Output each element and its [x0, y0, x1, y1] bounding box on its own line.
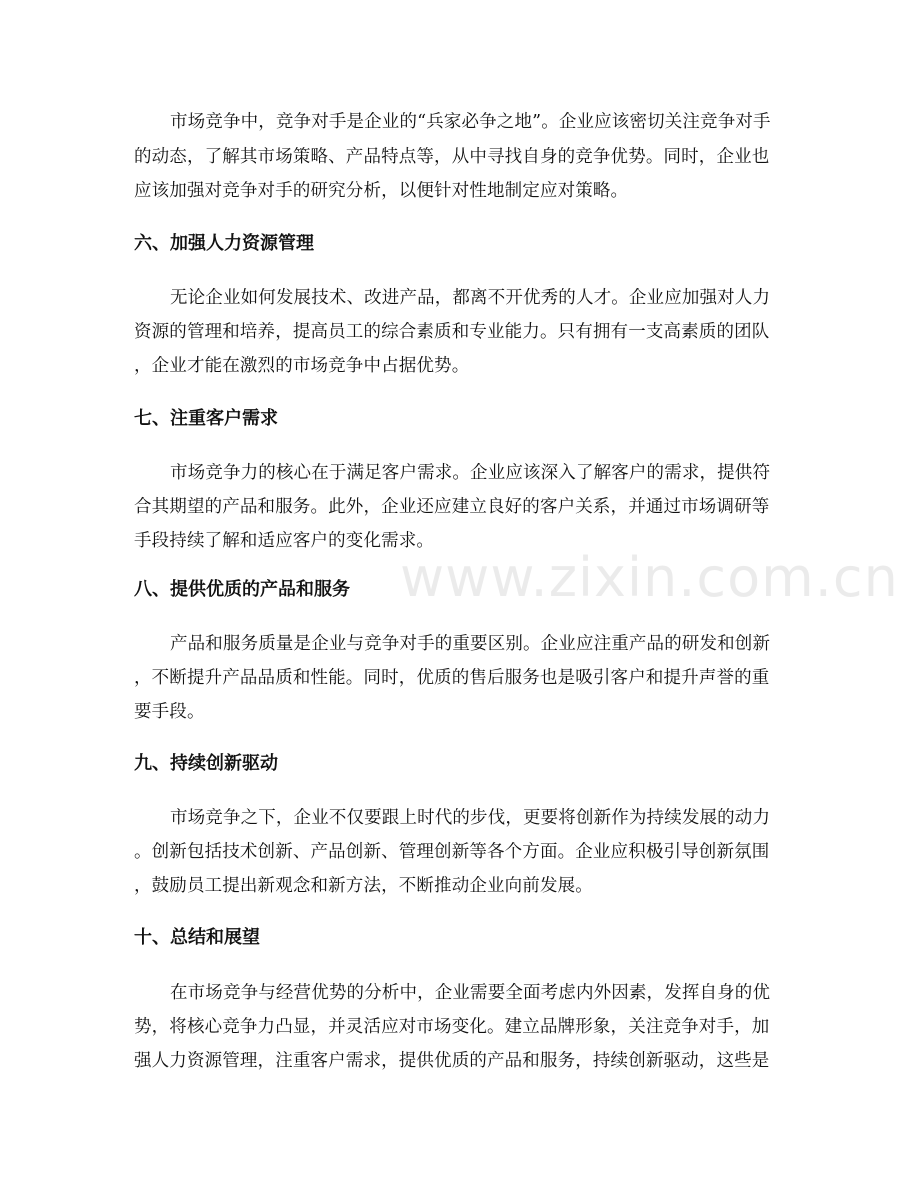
paragraph-line: 应该加强对竞争对手的研究分析，以便针对性地制定应对策略。 — [134, 181, 629, 201]
paragraph-line: 产品和服务质量是企业与竞争对手的重要区别。企业应注重产品的研发和创新 — [170, 634, 771, 654]
paragraph-line: 无论企业如何发展技术、改进产品，都离不开优秀的人才。企业应加强对人力 — [170, 288, 771, 308]
section-heading: 十、总结和展望 — [134, 927, 260, 948]
paragraph-line: 资源的管理和培养，提高员工的综合素质和专业能力。只有拥有一支高素质的团队 — [134, 322, 770, 342]
watermark: www.zixin.com.cn — [400, 546, 899, 609]
paragraph-line: 市场竞争之下，企业不仅要跟上时代的步伐，更要将创新作为持续发展的动力 — [170, 808, 771, 828]
section-heading: 六、加强人力资源管理 — [134, 233, 314, 254]
paragraph-line: 要手段。 — [134, 702, 205, 722]
section-heading: 八、提供优质的产品和服务 — [134, 579, 350, 600]
paragraph-line: 在市场竞争与经营优势的分析中，企业需要全面考虑内外因素，发挥自身的优 — [170, 983, 771, 1003]
paragraph-line: 市场竞争中，竞争对手是企业的“兵家必争之地”。企业应该密切关注竞争对手 — [170, 112, 771, 132]
paragraph-line: 的动态，了解其市场策略、产品特点等，从中寻找自身的竞争优势。同时，企业也 — [134, 147, 770, 167]
paragraph-line: ，鼓励员工提出新观念和新方法，不断推动企业向前发展。 — [134, 876, 593, 896]
section-heading: 七、注重客户需求 — [134, 408, 278, 429]
paragraph-line: 合其期望的产品和服务。此外，企业还应建立良好的客户关系，并通过市场调研等 — [134, 497, 770, 517]
paragraph-line: 势，将核心竞争力凸显，并灵活应对市场变化。建立品牌形象，关注竞争对手，加 — [134, 1017, 770, 1037]
paragraph-line: ，不断提升产品品质和性能。同时，优质的售后服务也是吸引客户和提升声誉的重 — [134, 668, 770, 688]
paragraph-line: 手段持续了解和适应客户的变化需求。 — [134, 531, 435, 551]
paragraph-line: 强人力资源管理，注重客户需求，提供优质的产品和服务，持续创新驱动，这些是 — [134, 1051, 770, 1071]
paragraph-line: 市场竞争力的核心在于满足客户需求。企业应该深入了解客户的需求，提供符 — [170, 463, 771, 483]
paragraph-line: 。创新包括技术创新、产品创新、管理创新等各个方面。企业应积极引导创新氛围 — [134, 842, 770, 862]
section-heading: 九、持续创新驱动 — [134, 753, 278, 774]
paragraph-line: ，企业才能在激烈的市场竞争中占据优势。 — [134, 356, 470, 376]
